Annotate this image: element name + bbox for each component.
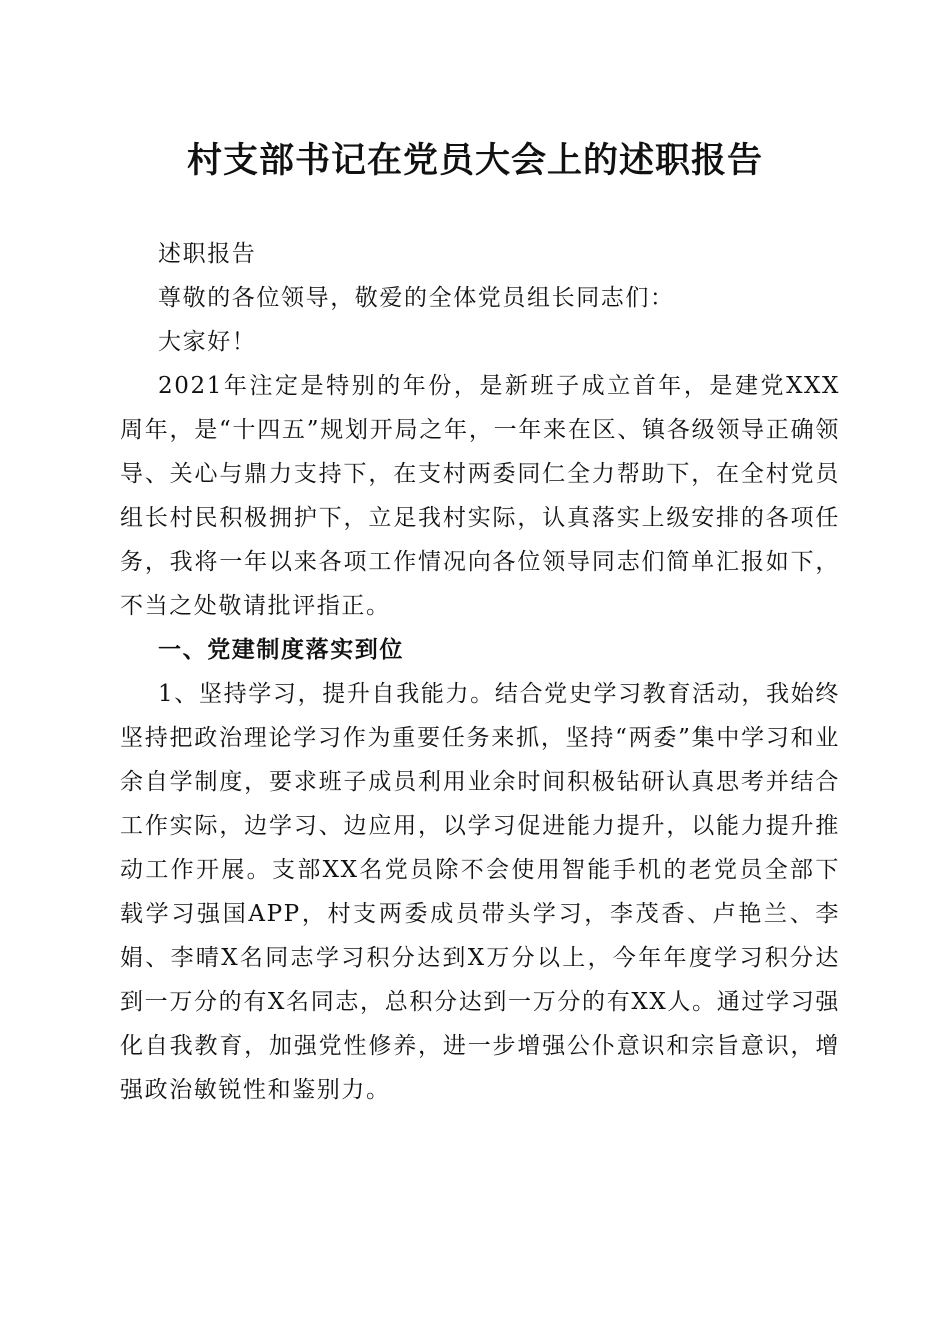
paragraph-study: 1、坚持学习，提升自我能力。结合党史学习教育活动，我始终坚持把政治理论学习作为重要任务来抓，坚持“两委”集中学习和业余自学制度，要求班子成员利用业余时间积极钻研认真思考并结合工作实际，边学习、边应用，以学习促进能力提升，以能力提升推动工作开展。支部XX名党员除不会使用智能手机的老党员全部下载学习强国APP，村支两委成员带头学习，李茂香、卢艳兰、李娟、李晴X名同志学习积分达到X万分以上，今年年度学习积分达到一万分的有X名同志，总积分达到一万分的有XX人。通过学习强化自我教育，加强党性修养，进一步增强公仆意识和宗旨意识，增强政治敏锐性和鉴别力。 xyxy=(120,681,840,1103)
paragraph-intro: 2021年注定是特别的年份，是新班子成立首年，是建党XXX周年，是“十四五”规划开局之年，一年来在区、镇各级领导正确领导、关心与鼎力支持下，在支村两委同仁全力帮助下，在全村党员组长村民积极拥护下，立足我村实际，认真落实上级安排的各项任务，我将一年以来各项工作情况向各位领导同志们简单汇报如下，不当之处敬请批评指正。 xyxy=(120,373,840,619)
document-body xyxy=(120,232,840,1112)
section-heading-1: 一、党建制度落实到位 xyxy=(158,636,404,663)
paragraph-report-label: 述职报告 xyxy=(158,241,257,267)
paragraph-salutation: 尊敬的各位领导，敬爱的全体党员组长同志们： xyxy=(158,285,675,311)
paragraph-greeting: 大家好！ xyxy=(158,329,257,355)
document-title: 村支部书记在党员大会上的述职报告 xyxy=(186,140,763,181)
